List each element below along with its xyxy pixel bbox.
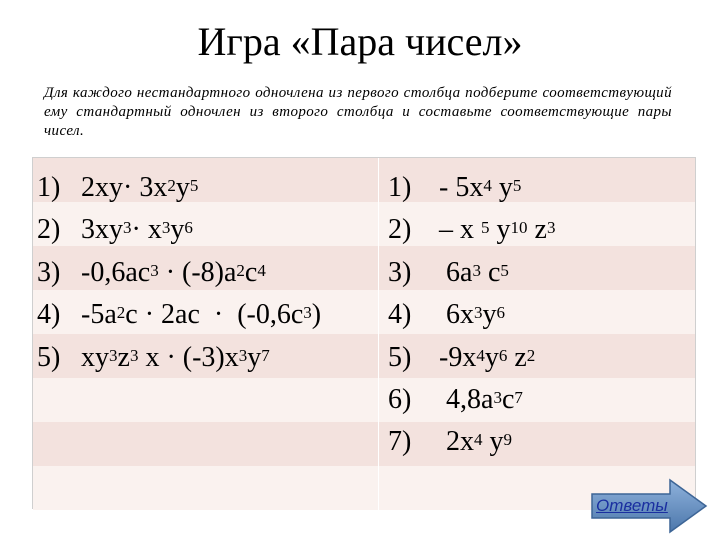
nonstandard-monomials-list (37, 167, 321, 379)
list-item (388, 421, 555, 463)
list-item (37, 337, 321, 379)
instruction-text: Для каждого нестандартного одночлена из первого столбца подберите соответствующий ему стандартный одночлен из второго столбца и составьте соответствующие пары чисел. (44, 85, 672, 139)
list-item (388, 252, 555, 294)
list-item (388, 337, 555, 379)
monomial-expression: $-5a^2c \cdot 2ac \cdot (-0,6c^3)$ (81, 299, 322, 331)
monomial-expression: $-0,6ac^3 \cdot (-8)a^2c^4$ (81, 256, 266, 288)
monomial-expression: $xy^3z^3$ $x \cdot (-3)x^3y^7$ (81, 341, 270, 373)
item-number: 2) (388, 214, 412, 246)
page-title: Игра «Пара чисел» (197, 19, 523, 64)
monomial-expression: $2x^4$ $y^9$ (432, 426, 512, 458)
list-item (388, 209, 555, 251)
item-number: 7) (388, 426, 412, 458)
list-item (388, 379, 555, 421)
monomial-expression: $6a^3$ $c^5$ (432, 256, 509, 288)
monomial-expression: $6x^3y^6$ (432, 299, 505, 331)
monomial-expression: $2xy\cdot 3x^2y^5$ (81, 172, 199, 203)
list-item (37, 209, 321, 251)
monomial-expression: $-9x^4y^6$ $z^2$ (432, 341, 536, 373)
standard-monomials-list (388, 167, 555, 464)
list-item (37, 252, 321, 294)
item-number: 5) (37, 341, 61, 373)
table-row (33, 378, 695, 422)
item-number: 1) (37, 172, 61, 203)
monomial-expression: – x $^5$ $y^{10}$ $z^3$ (432, 214, 556, 246)
item-number: 6) (388, 383, 412, 415)
monomial-expression: $4,8a^3c^7$ (432, 383, 523, 415)
item-number: 4) (37, 299, 61, 331)
monomial-expression: - $5x^4$ $y^5$ (432, 172, 522, 203)
list-item (388, 294, 555, 336)
item-number: 4) (388, 299, 412, 331)
item-number: 2) (37, 214, 61, 246)
list-item (37, 167, 321, 209)
monomial-expression: $3xy^3\cdot x^3y^6$ (81, 214, 193, 246)
table-row (33, 422, 695, 466)
item-number: 3) (37, 256, 61, 288)
item-number: 3) (388, 256, 412, 288)
item-number: 1) (388, 172, 412, 203)
answers-link[interactable]: Ответы (596, 496, 668, 515)
list-item (37, 294, 321, 336)
list-item (388, 167, 555, 209)
item-number: 5) (388, 341, 412, 373)
